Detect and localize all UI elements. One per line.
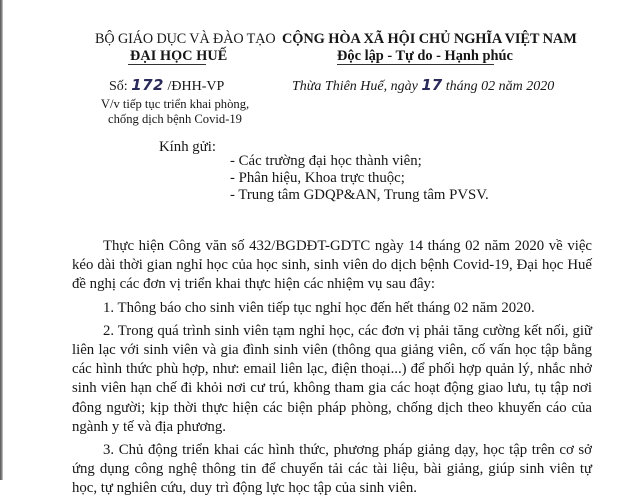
recipient-item: - Các trường đại học thành viên;	[230, 153, 422, 169]
document-number	[109, 76, 224, 95]
intro-paragraph: Thực hiện Công văn số 432/BGDĐT-GDTC ngày 14 tháng 02 năm 2020 về việc kéo dài thời gian nghỉ học của học sinh, sinh viên do dịch bệnh Covid-19, Đại học Huế đề nghị các đơn vị triển khai thực hiện các nhiệm vụ sau đây:	[72, 238, 592, 293]
organization-name: ĐẠI HỌC HUẾ	[130, 48, 228, 64]
greeting: Kính gửi:	[159, 139, 216, 155]
place-prefix: Thừa Thiên Huế, ngày	[292, 79, 422, 94]
place-and-date	[292, 76, 554, 95]
document-subject	[100, 97, 250, 127]
national-title: CỘNG HÒA XÃ HỘI CHỦ NGHĨA VIỆT NAM	[282, 31, 577, 47]
motto-underline	[337, 64, 494, 65]
task-item-1: 1. Thông báo cho sinh viên tiếp tục nghỉ học đến hết tháng 02 năm 2020.	[103, 299, 535, 316]
subject-line-1: V/v tiếp tục triển khai phòng,	[100, 97, 250, 111]
subject-line-2: chống dịch bệnh Covid-19	[108, 112, 242, 126]
date-suffix: tháng 02 năm 2020	[442, 79, 555, 94]
organization-underline	[128, 64, 206, 65]
document-number-suffix: /ĐHH-VP	[164, 79, 225, 94]
day-handwritten: 17	[421, 76, 443, 94]
recipient-list	[230, 153, 489, 204]
task-item-3: 3. Chủ động triển khai các hình thức, phương pháp giảng dạy, học tập trên cơ sở ứng dụng công nghệ thông tin để chuyển tải các tài liệu, bài giảng, giúp sinh viên tự học, tự nghiên cứu, duy trì động lực học tập của sinh viên.	[72, 442, 592, 497]
recipient-item: - Phân hiệu, Khoa trực thuộc;	[230, 170, 405, 186]
parent-organization: BỘ GIÁO DỤC VÀ ĐÀO TẠO	[95, 31, 276, 47]
document-number-prefix: Số:	[109, 79, 132, 94]
letter-body	[72, 237, 592, 499]
document-number-handwritten: 172	[131, 76, 164, 94]
national-motto: Độc lập - Tự do - Hạnh phúc	[337, 48, 513, 64]
task-item-2: 2. Trong quá trình sinh viên tạm nghỉ học, các đơn vị phải tăng cường kết nối, giữ liên lạc với sinh viên và gia đình sinh viên (thông qua giảng viên, cố vấn học tập bằng các hình thức phù hợp, như: email liên lạc, điện thoại...) để phối hợp quản lý, nhắc nhở sinh viên hạn chế đi khỏi nơi cư trú, không tham gia các hoạt động giao lưu, tụ tập nơi đông người; kịp thời thực hiện các biện pháp phòng, chống dịch theo khuyến cáo của ngành y tế và địa phương.	[72, 322, 592, 435]
recipient-item: - Trung tâm GDQP&AN, Trung tâm PVSV.	[230, 187, 489, 203]
